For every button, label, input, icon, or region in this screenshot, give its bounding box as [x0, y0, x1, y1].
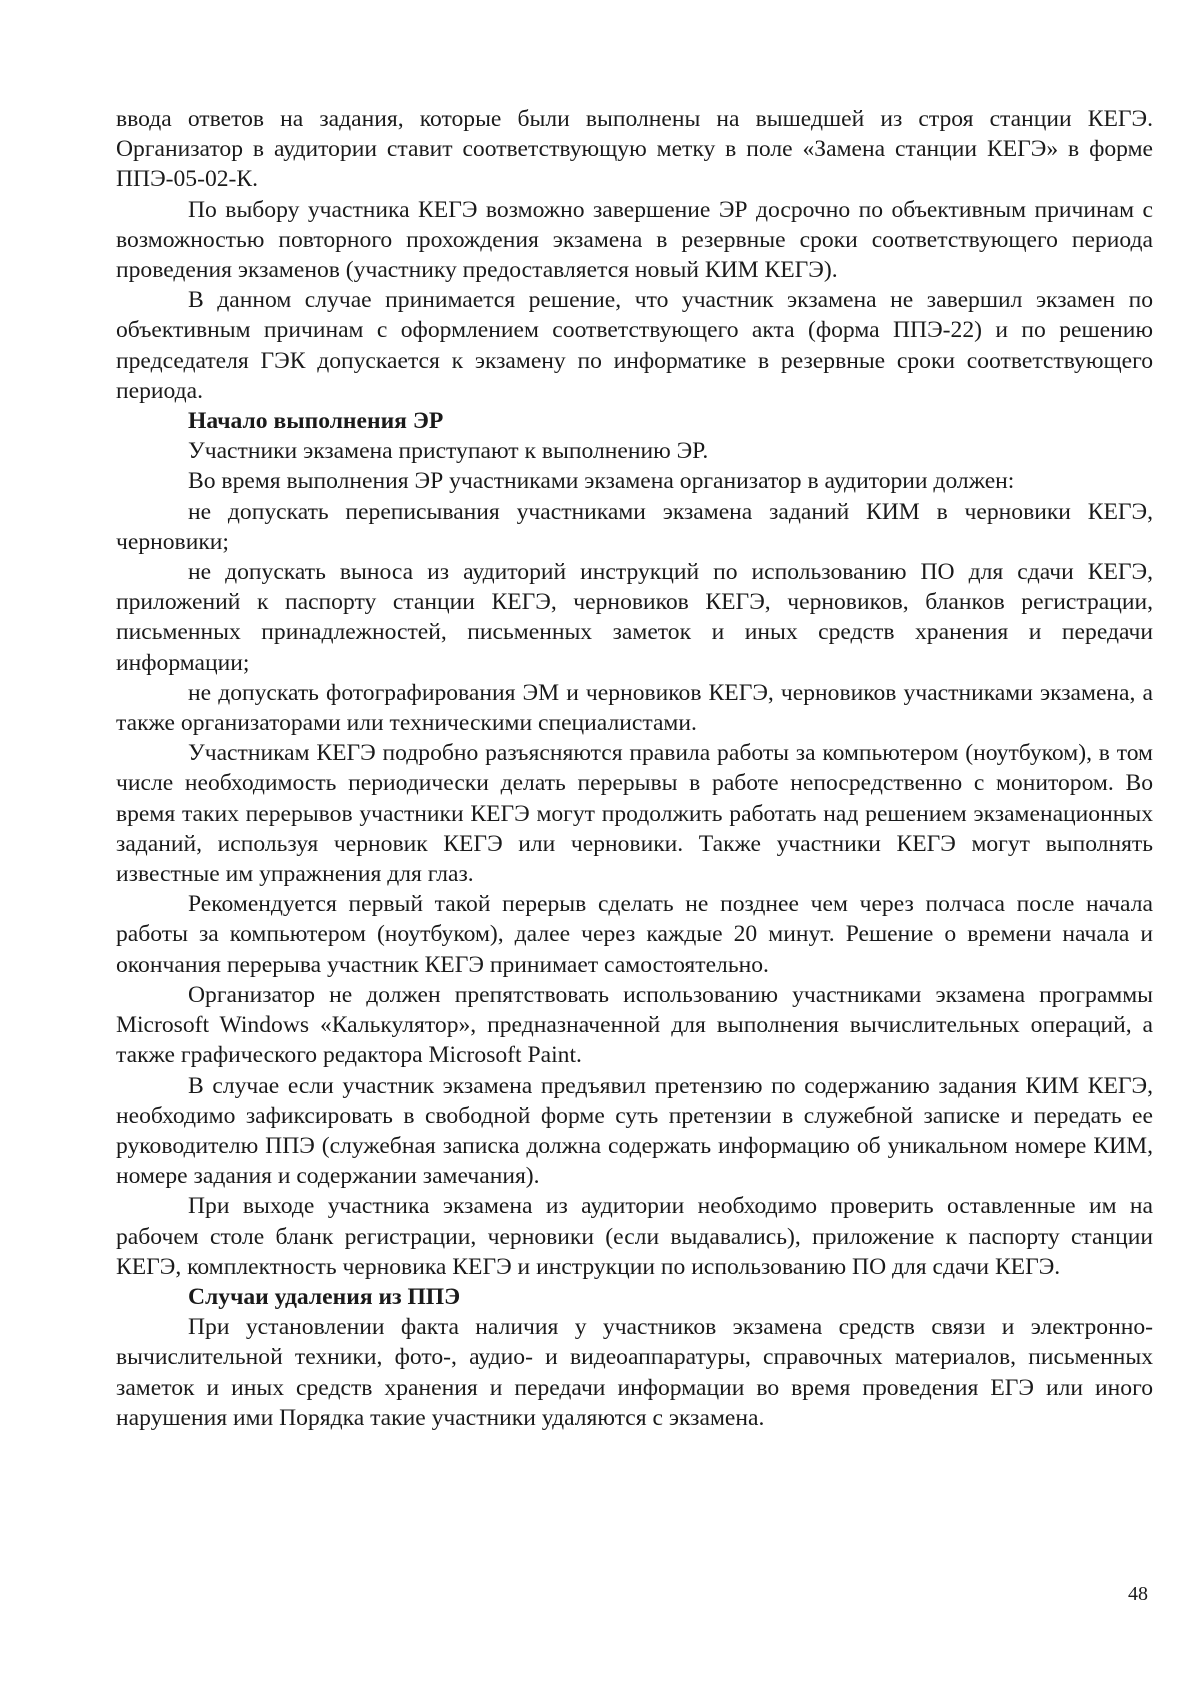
paragraph: В случае если участник экзамена предъявил претензию по содержанию задания КИМ КЕГЭ, необходимо зафиксировать в свободной форме суть претензии в служебной записке и передать ее руководителю ППЭ (служебная записка должна содержать информацию об уникальном номере КИМ, номере задания и содержании замечания).: [116, 1072, 1153, 1190]
paragraph-continuation: ввода ответов на задания, которые были выполнены на вышедшей из строя станции КЕГЭ. Организатор в аудитории ставит соответствующую метку в поле «Замена станции КЕГЭ» в форме ППЭ-05-02-К.: [116, 106, 1153, 193]
paragraph: При выходе участника экзамена из аудитории необходимо проверить оставленные им на рабочем столе бланк регистрации, черновики (если выдавались), приложение к паспорту станции КЕГЭ, комплектность черновика КЕГЭ и инструкции по использованию ПО для сдачи КЕГЭ.: [116, 1193, 1153, 1280]
paragraph: Организатор не должен препятствовать использованию участниками экзамена программы Microsoft Windows «Калькулятор», предназначенной для выполнения вычислительных операций, а также графического редактора Microsoft Paint.: [116, 981, 1153, 1069]
list-paragraph: не допускать фотографирования ЭМ и черновиков КЕГЭ, черновиков участниками экзамена, а также организаторами или техническими специалистами.: [116, 679, 1153, 737]
section-heading: Начало выполнения ЭР: [188, 408, 444, 435]
paragraph: Рекомендуется первый такой перерыв сделать не позднее чем через полчаса после начала работы за компьютером (ноутбуком), далее через каждые 20 минут. Решение о времени начала и окончания перерыва участник КЕГЭ принимает самостоятельно.: [116, 891, 1153, 978]
paragraph: Участники экзамена приступают к выполнению ЭР.: [188, 438, 709, 465]
paragraph: В данном случае принимается решение, что участник экзамена не завершил экзамен по объективным причинам с оформлением соответствующего акта (форма ППЭ-22) и по решению председателя ГЭК допускается к экзамену по информатике в резервные сроки соответствующего периода.: [116, 287, 1153, 404]
paragraph: При установлении факта наличия у участников экзамена средств связи и электронно-вычислительной техники, фото-, аудио- и видеоаппаратуры, справочных материалов, письменных заметок и иных средств хранения и передачи информации во время проведения ЕГЭ или иного нарушения ими Порядка такие участники удаляются с экзамена.: [116, 1314, 1153, 1431]
list-paragraph: не допускать выноса из аудиторий инструкций по использованию ПО для сдачи КЕГЭ, приложений к паспорту станции КЕГЭ, черновиков КЕГЭ, черновиков, бланков регистрации, письменных принадлежностей, письменных заметок и иных средств хранения и передачи информации;: [116, 559, 1153, 676]
paragraph: Во время выполнения ЭР участниками экзамена организатор в аудитории должен:: [188, 468, 1015, 495]
document-page: [116, 104, 1153, 1433]
paragraph: По выбору участника КЕГЭ возможно завершение ЭР досрочно по объективным причинам с возможностью повторного прохождения экзамена в резервные сроки соответствующего периода проведения экзаменов (участнику предоставляется новый КИМ КЕГЭ).: [116, 196, 1153, 284]
paragraph: Участникам КЕГЭ подробно разъясняются правила работы за компьютером (ноутбуком), в том числе необходимость периодически делать перерывы в работе непосредственно с монитором. Во время таких перерывов участники КЕГЭ могут продолжить работать над решением экзаменационных заданий, используя черновик КЕГЭ или черновики. Также участники КЕГЭ могут выполнять известные им упражнения для глаз.: [116, 740, 1153, 888]
section-heading: Случаи удаления из ППЭ: [188, 1283, 461, 1310]
list-paragraph: не допускать переписывания участниками экзамена заданий КИМ в черновики КЕГЭ, черновики;: [116, 498, 1153, 555]
page-number: 48: [1128, 1583, 1148, 1605]
